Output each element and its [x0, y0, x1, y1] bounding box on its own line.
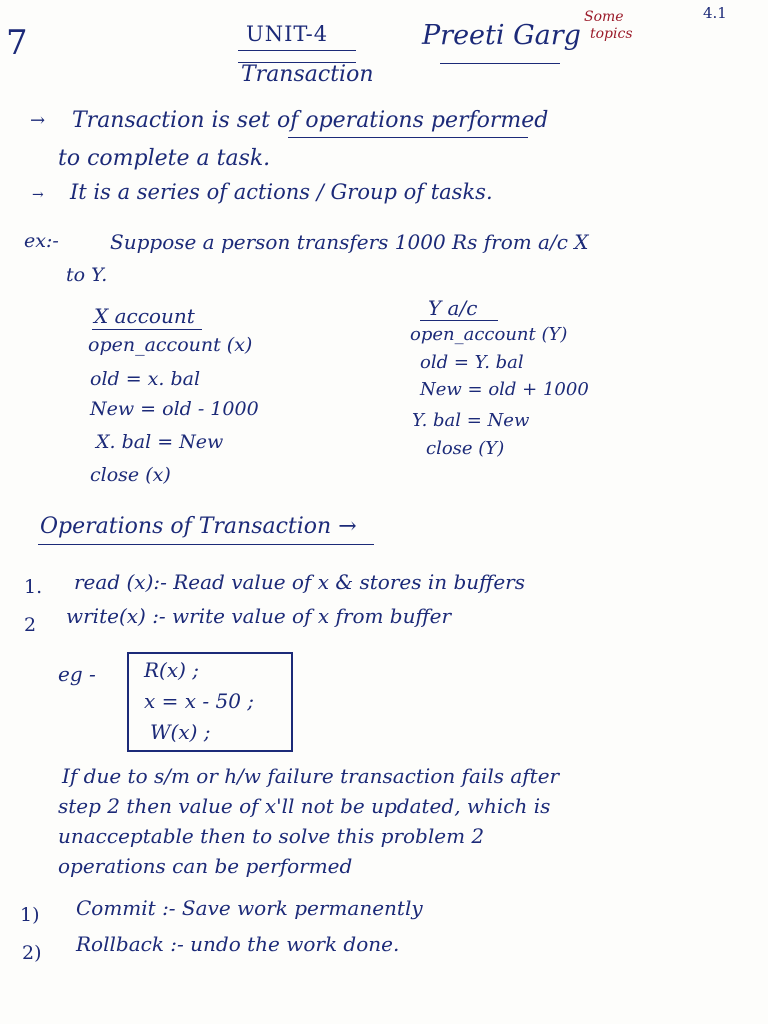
y-account-heading: Y a/c [428, 296, 478, 320]
y-account-step: close (Y) [426, 438, 505, 459]
page-number: 4.1 [703, 4, 727, 22]
definition-line-1: Transaction is set of operations performed [72, 108, 549, 133]
definition-underline [288, 137, 528, 138]
code-line: R(x) ; [144, 658, 200, 682]
operations-heading-underline [38, 544, 374, 545]
author-name: Preeti Garg [422, 20, 581, 51]
eg-label: eg - [58, 662, 96, 686]
author-underline [440, 63, 560, 64]
side-note-line2: topics [590, 26, 633, 42]
topic-title-underline [238, 62, 356, 63]
x-account-step: close (x) [90, 464, 171, 486]
x-account-step: open_account (x) [88, 334, 253, 356]
x-account-heading: X account [94, 304, 195, 328]
solution-item: Rollback :- undo the work done. [76, 932, 400, 956]
margin-mark: 7 [6, 23, 28, 63]
definition-line-2: to complete a task. [58, 146, 271, 171]
failure-line: unacceptable then to solve this problem 2 [58, 824, 485, 848]
solution-number: 1) [20, 904, 40, 926]
example-line-2: to Y. [66, 264, 108, 286]
x-account-step: X. bal = New [96, 431, 224, 453]
x-account-underline [92, 329, 202, 330]
operation-item: write(x) :- write value of x from buffer [66, 604, 452, 628]
topic-title: Transaction [241, 62, 374, 87]
example-prefix: ex:- [24, 230, 59, 252]
bullet-arrow: → [30, 110, 46, 131]
x-account-step: old = x. bal [90, 368, 201, 390]
y-account-step: New = old + 1000 [420, 379, 589, 400]
unit-title-underline [238, 50, 356, 51]
operation-number: 1. [24, 576, 43, 598]
y-account-step: open_account (Y) [410, 324, 568, 345]
definition-line-3: It is a series of actions / Group of tasks. [70, 180, 493, 204]
side-note-line1: Some [584, 9, 624, 25]
bullet-arrow: → [32, 187, 44, 203]
code-line: W(x) ; [150, 720, 211, 744]
operation-item: read (x):- Read value of x & stores in buffers [74, 570, 525, 594]
operation-number: 2 [24, 614, 37, 636]
operations-heading: Operations of Transaction → [40, 514, 357, 539]
solution-item: Commit :- Save work permanently [76, 896, 423, 920]
y-account-underline [420, 320, 498, 321]
failure-line: operations can be performed [58, 854, 353, 878]
failure-line: step 2 then value of x'll not be updated, which is [58, 794, 551, 818]
example-line-1: Suppose a person transfers 1000 Rs from a/c X [110, 230, 589, 254]
solution-number: 2) [22, 942, 42, 964]
x-account-step: New = old - 1000 [90, 398, 259, 420]
failure-line: If due to s/m or h/w failure transaction fails after [62, 764, 560, 788]
unit-title: UNIT-4 [246, 22, 329, 46]
y-account-step: old = Y. bal [420, 352, 524, 373]
y-account-step: Y. bal = New [412, 410, 530, 431]
code-line: x = x - 50 ; [144, 689, 255, 713]
